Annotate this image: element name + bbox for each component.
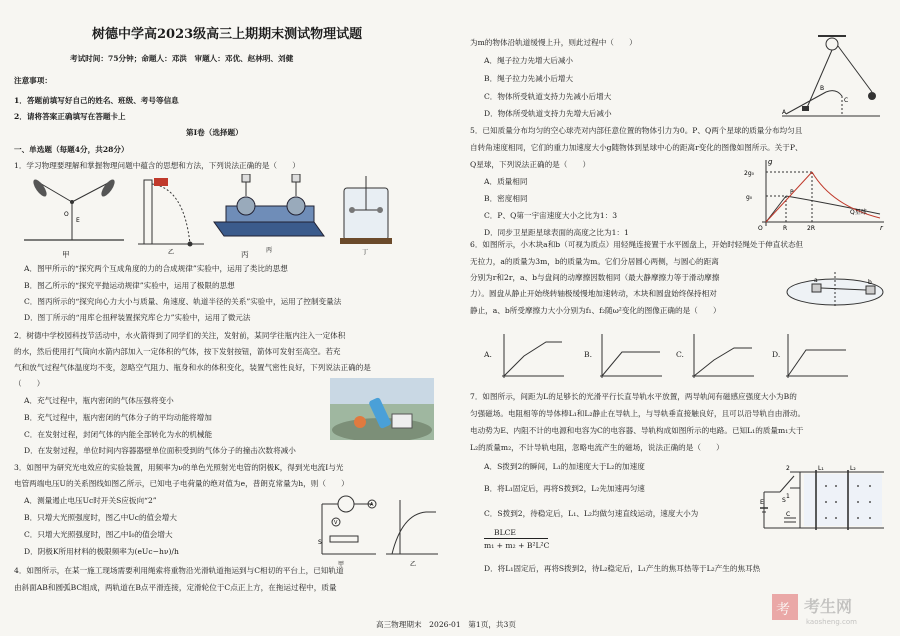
- question-5-stem-1: 5．已知质量分布均匀的空心球壳对内部任意位置的物体引力为0。P、Q两个星球的质量分布均匀且: [470, 126, 803, 135]
- exam-meta: 考试时间：75分钟；命题人：邓洪 审题人：邓优、赵林明、刘健: [70, 54, 294, 63]
- question-2-option-a[interactable]: A．充气过程中，瓶内密闭的气体压强将变小: [24, 396, 174, 405]
- volume-title: 第Ⅰ卷（选择题）: [186, 128, 243, 137]
- notice-item-2: 2．请将答案正确填写在答题卡上: [14, 112, 126, 121]
- option-a-graph: [502, 334, 564, 378]
- question-6-option-graphs: [496, 330, 886, 382]
- q7c-numerator: BLCE: [494, 528, 516, 537]
- question-7-option-c[interactable]: C．S拨到2，待稳定后，L₁、L₂均做匀速直线运动，速度大小为: [484, 509, 699, 518]
- rail-circuit-figure: [760, 462, 888, 540]
- question-1-option-b[interactable]: B．图乙所示的“探究平抛运动规律”实验中，运用了极限的思想: [24, 281, 235, 290]
- question-4-option-c[interactable]: C．物体所受轨道支持力先减小后增大: [484, 92, 612, 101]
- svg-text:r: r: [880, 224, 883, 232]
- svg-text:Q星球: Q星球: [850, 209, 867, 216]
- question-1-option-a[interactable]: A．图甲所示的“探究两个互成角度的力的合成规律”实验中，运用了类比的思想: [24, 264, 288, 273]
- question-6-option-a[interactable]: A.: [484, 350, 492, 359]
- svg-text:A: A: [782, 109, 787, 116]
- svg-text:2R: 2R: [807, 225, 815, 232]
- svg-text:R: R: [783, 225, 788, 232]
- question-7-option-b[interactable]: B．将L₁固定后，再将S拨到2，L₂先加速再匀速: [484, 484, 645, 493]
- svg-text:乙: 乙: [168, 249, 175, 256]
- photoelectric-circuit: [318, 496, 376, 568]
- question-4-option-b[interactable]: B．绳子拉力先减小后增大: [484, 74, 574, 83]
- question-6-stem-5: 静止，a、b所受摩擦力大小分别为f₁、f₂随ω²变化的图像正确的是（ ）: [470, 306, 721, 315]
- question-4-stem-3: 为m的物体沿轨道缓慢上升，则此过程中（ ）: [470, 38, 637, 47]
- question-3-stem-2: 电管两端电压U的关系图线如图乙所示，已知电子电荷量的绝对值为e，普朗克常量为h，则（ ）: [14, 479, 349, 488]
- question-5-option-b[interactable]: B．密度相同: [484, 194, 528, 203]
- svg-text:a: a: [814, 277, 818, 284]
- svg-text:1: 1: [786, 493, 790, 500]
- question-6-option-b[interactable]: B.: [584, 350, 592, 359]
- svg-text:P: P: [790, 189, 794, 196]
- watermark-logo: [770, 590, 890, 630]
- question-7-stem-4: L₂的质量m₂，不计导轨电阻，忽略电流产生的磁场，说法正确的是（ ）: [470, 443, 724, 452]
- svg-text:考生网: 考生网: [804, 597, 853, 616]
- pulley-track-figure: [780, 32, 884, 122]
- svg-text:C: C: [844, 97, 849, 104]
- q7c-denominator: m₁ + m₂ + B²L²C: [484, 541, 550, 550]
- figure-label-bing: 丙: [241, 250, 249, 259]
- question-2-stem-2: 的水，然后使用打气筒向水箭内部加入一定体积的气体，按下发射按钮，箭体可发射至高空。若充: [14, 347, 341, 356]
- i-u-graph: [386, 500, 438, 568]
- svg-text:C: C: [786, 511, 791, 518]
- svg-text:b: b: [868, 279, 872, 286]
- notice-item-1: 1．答题前填写好自己的姓名、班级、考号等信息: [14, 96, 179, 105]
- turntable-figure: [782, 270, 888, 312]
- question-7-option-a[interactable]: A．S拨到2的瞬间，L₁的加速度大于L₂的加速度: [484, 462, 645, 471]
- svg-text:g: g: [768, 158, 773, 166]
- figure-bing: [214, 174, 324, 254]
- question-2-option-b[interactable]: B．充气过程中，瓶内密闭的气体分子的平均动能将增加: [24, 413, 212, 422]
- question-6-stem-1: 6．如图所示，小木块a和b（可视为质点）用轻绳连接置于水平圆盘上，开始时轻绳处于伸直状态但: [470, 240, 804, 249]
- question-4-option-a[interactable]: A．绳子拉力先增大后减小: [484, 56, 574, 65]
- figure-ding: [340, 176, 392, 256]
- question-4-option-d[interactable]: D．物体所受轨道支持力先增大后减小: [484, 109, 612, 118]
- question-5-option-d[interactable]: D．同步卫星距星球表面的高度之比为1：1: [484, 228, 629, 237]
- question-2-option-d[interactable]: D．在发射过程，单位时间内容器器壁单位面积受到的气体分子的撞击次数将减小: [24, 446, 296, 455]
- figure-yi: [138, 178, 204, 256]
- svg-text:O: O: [64, 211, 69, 218]
- figure-jia: [24, 178, 124, 240]
- question-1-stem: 1．学习物理要理解和掌握物理问题中蕴含的思想和方法，下列说法正确的是（ ）: [14, 161, 300, 170]
- notice-heading: 注意事项：: [14, 76, 52, 85]
- question-5-stem-3: Q星球，下列说法正确的是（ ）: [470, 160, 591, 169]
- question-2-stem-1: 2．树德中学校园科技节活动中，水火箭得到了同学们的关注，发射前，某同学往瓶内注入一定体积: [14, 331, 346, 340]
- question-3-stem-1: 3．如图甲为研究光电效应的实验装置，用频率为ν的单色光照射光电管的阴极K，得到光电流I与光: [14, 463, 344, 472]
- svg-text:V: V: [334, 520, 338, 526]
- circuit-label-jia: 甲: [338, 561, 345, 568]
- question-5-option-c[interactable]: C．P、Q第一宇宙速度大小之比为1：3: [484, 211, 618, 220]
- question-2-stem-4: （ ）: [14, 379, 45, 388]
- question-4-stem-1: 4．如图所示，在某一施工现场需要利用绳索将重物沿光滑轨道拖运到与C相切的平台上，已知轨道: [14, 566, 344, 575]
- question-1-figures: [14, 174, 434, 256]
- question-1-option-d[interactable]: D．图丁所示的“用库仑扭秤装置探究库仑力”实验中，运用了微元法: [24, 313, 251, 322]
- question-5-stem-2: 自转角速度相同，它们的重力加速度大小g随物体到星球中心的距离r变化的图像如图所示。关于P、: [470, 143, 803, 152]
- question-4-stem-2: 由斜面AB和圆弧BC组成，两轨道在B点平滑连接，定滑轮位于C点正上方，在拖运过程中，质量: [14, 583, 337, 592]
- question-7-stem-2: 匀强磁场。电阻相等的导体棒L₁和L₂静止在导轨上，与导轨垂直接触良好，且可以沿导轨自由滑动。: [470, 409, 806, 418]
- question-6-stem-2: 无拉力，a的质量为3m，b的质量为m。它们分居圆心两侧，与圆心的距离: [470, 257, 719, 266]
- section-heading: 一、单选题（每题4分，共28分）: [14, 145, 129, 154]
- question-6-stem-4: 力）。圆盘从静止开始绕转轴极缓慢地加速转动，木块和圆盘始终保持相对: [470, 289, 717, 298]
- question-3-option-a[interactable]: A．测量遏止电压Uc时开关S应扳向“2”: [24, 496, 157, 505]
- question-2-option-c[interactable]: C．在发射过程，封闭气体的内能全部转化为水的机械能: [24, 430, 213, 439]
- question-7-stem-3: 电动势为E、内阻不计的电源和电容为C的电容器、导轨构成如图所示的电路。已知L₁的质量m₁大于: [470, 426, 804, 435]
- svg-text:B: B: [820, 85, 825, 92]
- svg-text:2g₀: 2g₀: [744, 170, 755, 177]
- question-3-option-b[interactable]: B．只增大光照强度时，图乙中Uc的值会增大: [24, 513, 177, 522]
- svg-text:丁: 丁: [362, 249, 369, 256]
- question-6-option-d[interactable]: D.: [772, 350, 781, 359]
- svg-text:A: A: [370, 502, 374, 508]
- question-7-option-d[interactable]: D．将L₁固定后，再将S拨到2，待L₂稳定后，L₁产生的焦耳热等于L₂产生的焦耳热: [484, 564, 761, 573]
- option-d-graph: [786, 334, 848, 378]
- svg-text:L₂: L₂: [850, 465, 856, 472]
- question-1-option-c[interactable]: C．图丙所示的“探究向心力大小与质量、角速度、轨道半径的关系”实验中，运用了控制变量法: [24, 297, 342, 306]
- svg-text:L₁: L₁: [818, 465, 824, 472]
- question-6-stem-3: 分别为r和2r，a、b与盘间的动摩擦因数相同（最大静摩擦力等于滑动摩擦: [470, 273, 720, 282]
- photoelectric-figure: [316, 492, 440, 570]
- fraction-bar: [484, 538, 548, 539]
- gravity-distance-graph: [742, 156, 888, 232]
- question-5-option-a[interactable]: A．质量相同: [484, 177, 528, 186]
- question-6-option-c[interactable]: C.: [676, 350, 684, 359]
- question-3-option-c[interactable]: C．只增大光照强度时，图乙中I₀的值会增大: [24, 530, 173, 539]
- svg-text:kaosheng.com: kaosheng.com: [806, 618, 857, 626]
- svg-text:O: O: [758, 225, 763, 232]
- svg-text:S: S: [318, 539, 322, 546]
- question-7-stem-1: 7．如图所示，间距为L的足够长的光滑平行长直导轨水平放置，两导轨间有磁感应强度大小为B的: [470, 392, 797, 401]
- page-title: 树德中学高2023级高三上期期末测试物理试题: [92, 27, 363, 42]
- svg-text:S: S: [782, 497, 786, 504]
- svg-text:丙: 丙: [266, 247, 273, 254]
- option-c-graph: [692, 334, 754, 378]
- svg-text:2: 2: [786, 465, 790, 472]
- option-b-graph: [600, 334, 662, 378]
- figure-label-jia: 甲: [62, 250, 70, 259]
- question-2-stem-3: 气和放气过程气体温度均不变，忽略空气阻力、瓶身和水的体积变化，装置气密性良好，下列说法正确的是: [14, 363, 371, 372]
- water-rocket-photo: [330, 378, 434, 440]
- graph-label-yi: 乙: [410, 561, 417, 568]
- svg-text:E: E: [760, 499, 764, 506]
- question-3-option-d[interactable]: D．阴极K所用材料的极限频率为(eUc−hν)/h: [24, 547, 179, 556]
- svg-text:考: 考: [776, 602, 790, 618]
- svg-text:g₀: g₀: [746, 194, 753, 201]
- svg-text:E: E: [76, 217, 80, 224]
- page-footer: 高三物理期末 2026-01 第1页，共3页: [376, 620, 516, 629]
